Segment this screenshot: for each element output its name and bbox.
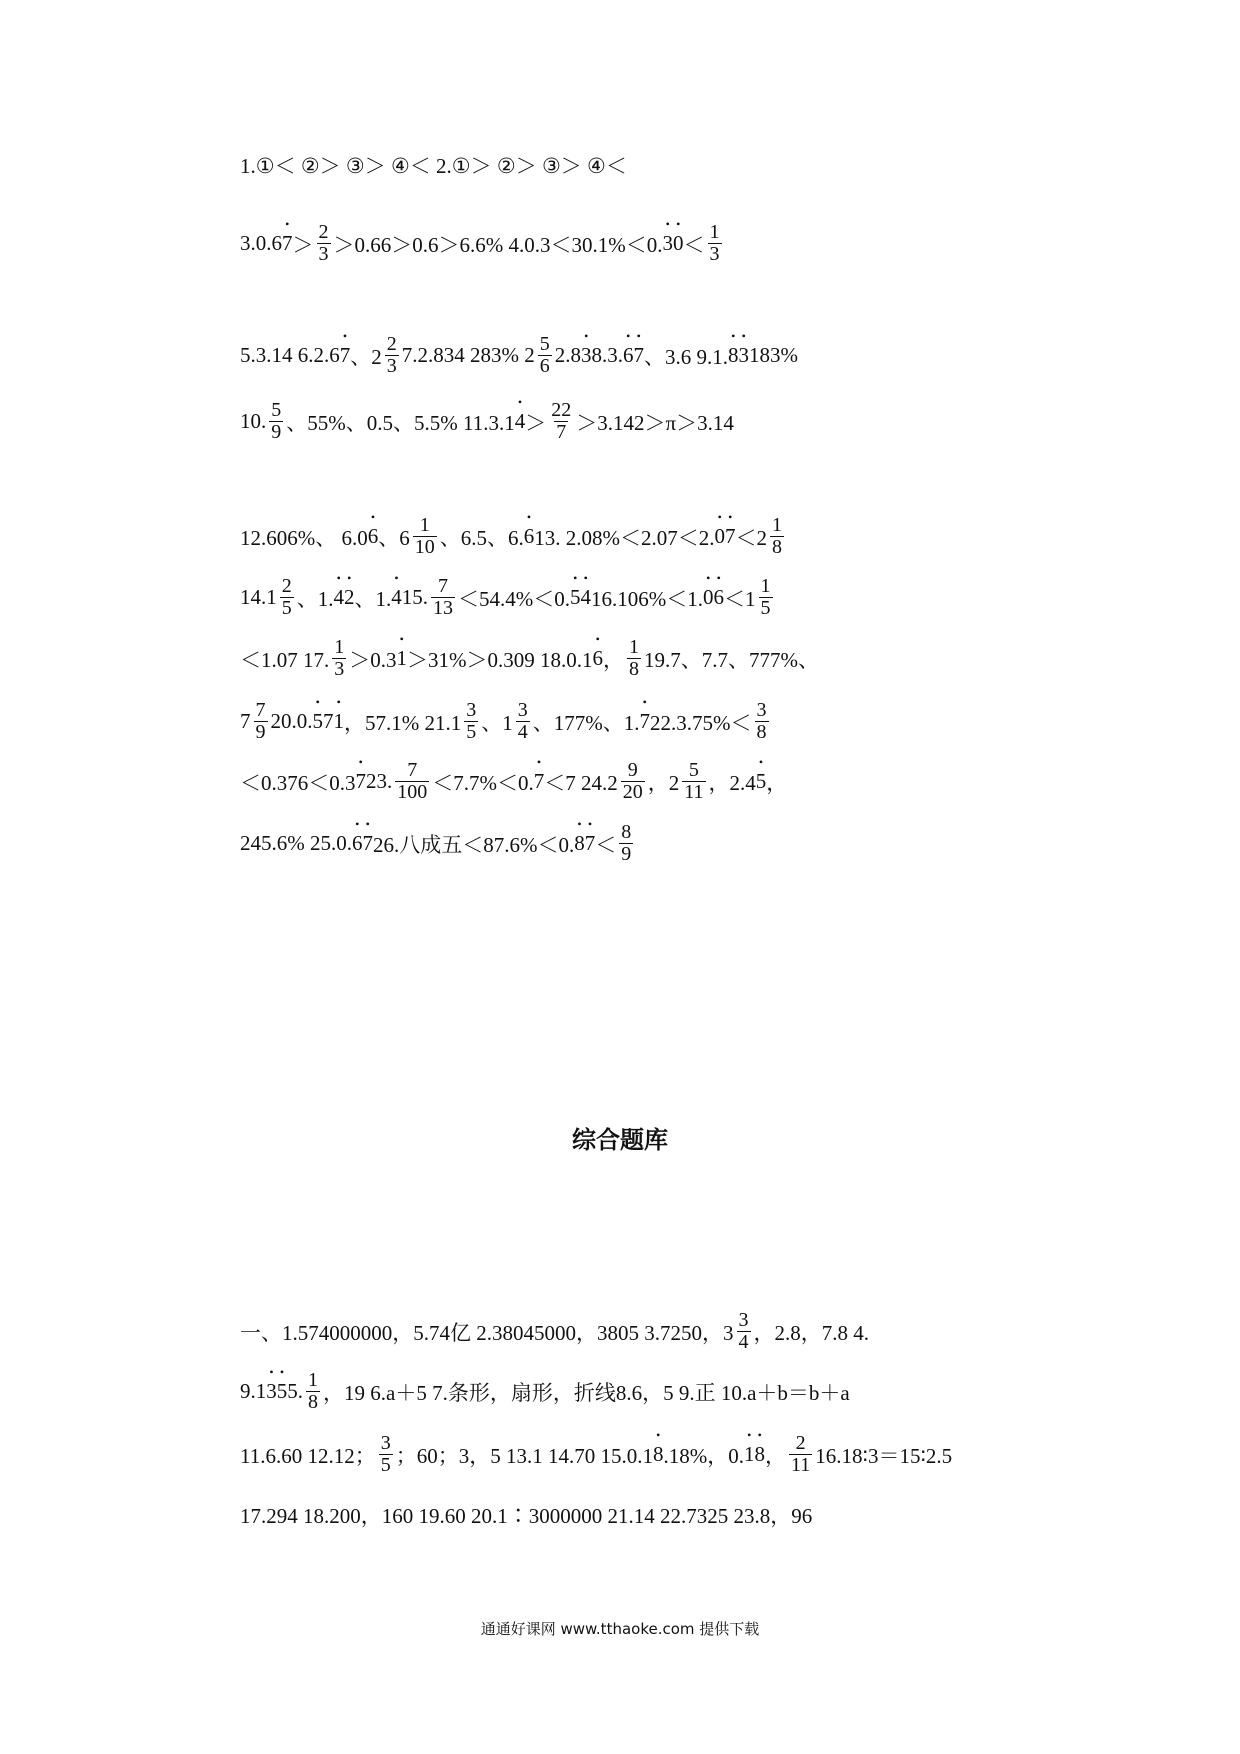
- text-run: 7.2.834 283% 2: [401, 343, 535, 367]
- fraction: [682, 760, 705, 803]
- repeating-digit: • 1: [334, 709, 345, 734]
- text-run: 11.6.60 12.12；: [240, 1443, 376, 1468]
- fraction: [317, 222, 331, 265]
- fraction-numerator: 1: [709, 221, 720, 243]
- fraction-numerator: 3: [517, 699, 528, 721]
- fraction-numerator: 1: [772, 514, 782, 536]
- repeating-digit: • 6: [623, 343, 634, 368]
- text-run: 、6: [378, 525, 410, 550]
- text-run: ，19 6.a＋5 7.条形，扇形，折线8.6，5 9.正 10.a＋b＝b＋a: [323, 1380, 850, 1405]
- repeating-digit: • 3: [266, 1379, 277, 1404]
- fraction: [332, 637, 346, 680]
- repeating-digit: • 4: [581, 585, 592, 610]
- repeating-digit: • 4: [391, 585, 402, 610]
- text-run: 14.1: [240, 585, 277, 609]
- answer-line: [240, 400, 734, 443]
- text-run: 19.7、7.7、777%、: [644, 647, 819, 672]
- section-answer-line: [240, 1310, 869, 1353]
- fraction-numerator: 2: [318, 221, 329, 243]
- fraction-denominator: 3: [318, 243, 329, 265]
- text-run: ＜1: [724, 586, 756, 611]
- fraction: [627, 637, 641, 680]
- section-answer-line: [240, 1433, 952, 1476]
- fraction: [621, 760, 645, 803]
- repeating-digit: • 4: [334, 585, 345, 610]
- text-run: 16.18∶3＝15∶2.5: [815, 1443, 953, 1468]
- fraction: [759, 576, 773, 619]
- text-run: 12.606%、 6.0: [240, 525, 368, 550]
- text-run: 、6.5、6.: [439, 525, 524, 550]
- repeating-digit: • 0: [673, 231, 684, 256]
- repeating-digit: • 8: [574, 831, 585, 856]
- text-run: 15.: [401, 585, 428, 609]
- fraction: [737, 1310, 751, 1353]
- fraction-denominator: 20: [622, 781, 643, 803]
- fraction-denominator: 5: [466, 721, 477, 743]
- text-run: ＜: [683, 232, 705, 257]
- text-run: 10.: [240, 409, 267, 433]
- fraction-numerator: 9: [627, 759, 638, 781]
- text-run: ＞31%＞0.309 18.0.1: [407, 647, 593, 672]
- repeating-digit: • 6: [524, 524, 535, 549]
- text-run: ，2.8，7.8 4.: [753, 1320, 869, 1345]
- repeating-digit: • 5: [277, 1379, 288, 1404]
- repeating-digit: • 5: [756, 769, 767, 794]
- text-run: ，: [603, 647, 624, 672]
- fraction-denominator: 9: [621, 843, 632, 865]
- fraction-numerator: 7: [255, 699, 266, 721]
- answer-line: [240, 222, 725, 265]
- repeating-digit: • 8: [653, 1442, 664, 1467]
- text-run: 245.6% 25.0.: [240, 831, 352, 855]
- text-run: 一、1.574000000，5.74亿 2.38045000，3805 3.7250，3: [240, 1320, 734, 1345]
- text-run: 183%: [749, 343, 798, 367]
- fraction: [431, 576, 455, 619]
- fraction: [516, 700, 530, 743]
- text-run: ，: [764, 1443, 786, 1468]
- text-run: 5.3.14 6.2.6: [240, 343, 340, 367]
- fraction-numerator: 1: [419, 514, 430, 536]
- text-run: ＞0.3: [349, 647, 397, 672]
- section-answer-line: [240, 1500, 812, 1530]
- fraction-denominator: 4: [517, 721, 528, 743]
- repeating-digit: • 3: [581, 343, 592, 368]
- fraction: [379, 1433, 393, 1476]
- text-run: ，2: [647, 770, 680, 795]
- text-run: ，: [766, 770, 788, 795]
- fraction-numerator: 3: [738, 1309, 749, 1331]
- repeating-digit: • 7: [725, 524, 736, 549]
- repeating-digit: • 2: [344, 585, 355, 610]
- text-run: 、1: [481, 710, 513, 735]
- answer-line: [240, 700, 772, 743]
- text-run: ＜0.376＜0.3: [240, 770, 356, 795]
- fraction: [549, 400, 573, 443]
- fraction: [538, 334, 552, 377]
- repeating-digit: • 3: [663, 231, 674, 256]
- fraction: [770, 515, 784, 558]
- fraction-numerator: 2: [386, 333, 397, 355]
- answer-line: [240, 515, 787, 558]
- text-run: 26.八成五＜87.6%＜0.: [373, 832, 575, 857]
- text-run: 、177%、1.: [532, 710, 640, 735]
- text-run: 、1.: [354, 586, 392, 611]
- text-run: 1.①＜ ②＞ ③＞ ④＜ 2.①＞ ②＞ ③＞ ④＜: [240, 154, 627, 178]
- repeating-digit: • 4: [515, 409, 526, 434]
- text-run: ＞: [525, 410, 547, 435]
- text-run: ＜1.07 17.: [240, 647, 330, 672]
- text-run: 、3.6 9.1.: [644, 344, 728, 369]
- fraction-denominator: 5: [760, 597, 771, 619]
- text-run: ，2.4: [708, 770, 756, 795]
- fraction-numerator: 22: [551, 399, 572, 421]
- repeating-digit: • 7: [585, 831, 596, 856]
- answer-line: [240, 822, 636, 865]
- text-run: 17.294 18.200，160 19.60 20.1∶3000000 21.14 22.7325 23.8，96: [240, 1504, 813, 1528]
- fraction: [708, 222, 722, 265]
- section-title: 综合题库: [572, 1126, 668, 1154]
- fraction: [269, 400, 283, 443]
- text-run: ＜54.4%＜0.: [458, 586, 570, 611]
- fraction-numerator: 1: [334, 636, 345, 658]
- fraction-denominator: 8: [756, 721, 767, 743]
- fraction-denominator: 13: [433, 597, 453, 619]
- repeating-digit: • 1: [744, 1442, 755, 1467]
- fraction-numerator: 2: [795, 1432, 806, 1454]
- repeating-digit: • 7: [363, 831, 374, 856]
- repeating-digit: • 7: [534, 769, 545, 794]
- fraction: [280, 576, 294, 619]
- repeating-digit: • 3: [739, 343, 750, 368]
- fraction-denominator: 10: [414, 536, 435, 558]
- text-run: 、2: [350, 344, 382, 369]
- text-run: 22.3.75%＜: [650, 710, 752, 735]
- fraction-numerator: 5: [688, 759, 699, 781]
- text-run: ；60；3，5 13.1 14.70 15.0.1: [395, 1443, 653, 1468]
- fraction-denominator: 8: [772, 536, 782, 558]
- text-run: 5.: [287, 1379, 303, 1403]
- fraction: [413, 515, 437, 558]
- repeating-digit: • 8: [728, 343, 739, 368]
- answer-line: [240, 760, 787, 803]
- answer-line: [240, 576, 776, 619]
- repeating-digit: • 7: [634, 343, 645, 368]
- fraction-denominator: 6: [539, 355, 550, 377]
- fraction: [755, 700, 769, 743]
- fraction-denominator: 8: [308, 1391, 318, 1413]
- repeating-digit: • 6: [714, 585, 725, 610]
- text-run: 2.8: [554, 343, 581, 367]
- fraction-numerator: 3: [380, 1432, 391, 1454]
- fraction-denominator: 100: [397, 781, 428, 803]
- repeating-digit: • 5: [313, 709, 324, 734]
- answer-line: [240, 334, 798, 377]
- text-run: ＜: [595, 832, 617, 857]
- answer-line: [240, 150, 627, 180]
- fraction-denominator: 3: [709, 243, 720, 265]
- fraction: [395, 760, 429, 803]
- fraction-numerator: 8: [621, 821, 632, 843]
- fraction: [619, 822, 633, 865]
- fraction: [385, 334, 399, 377]
- text-run: ，57.1% 21.1: [344, 710, 462, 735]
- section-answer-line: [240, 1370, 850, 1413]
- repeating-digit: • 8: [754, 1442, 765, 1467]
- fraction: [306, 1370, 320, 1413]
- repeating-digit: • 0: [715, 524, 726, 549]
- fraction-numerator: 2: [281, 575, 292, 597]
- fraction-numerator: 3: [466, 699, 477, 721]
- fraction: [464, 700, 478, 743]
- repeating-digit: • 7: [356, 769, 367, 794]
- fraction-denominator: 5: [380, 1454, 391, 1476]
- text-run: ＜7.7%＜0.: [432, 770, 534, 795]
- footer-text: 通通好课网 www.tthaoke.com 提供下载: [480, 1620, 760, 1638]
- fraction-denominator: 11: [790, 1454, 811, 1476]
- fraction-denominator: 3: [334, 658, 345, 680]
- text-run: ＜2: [735, 525, 767, 550]
- fraction-denominator: 5: [281, 597, 292, 619]
- fraction-numerator: 1: [308, 1369, 318, 1391]
- text-run: 9.1: [240, 1379, 267, 1403]
- fraction-numerator: 1: [760, 575, 771, 597]
- text-run: 16.106%＜1.: [591, 586, 703, 611]
- repeating-digit: • 7: [340, 343, 351, 368]
- fraction-numerator: 1: [629, 636, 639, 658]
- repeating-digit: • 1: [397, 646, 408, 671]
- text-run: 8.3.: [591, 343, 623, 367]
- fraction-denominator: 8: [629, 658, 639, 680]
- text-run: 20.0.: [270, 709, 313, 733]
- fraction-denominator: 7: [556, 421, 567, 443]
- text-run: 3.0.6: [240, 231, 282, 255]
- text-run: 7: [323, 709, 334, 733]
- repeating-digit: • 0: [703, 585, 714, 610]
- text-run: ＞3.142＞π＞3.14: [576, 410, 734, 435]
- repeating-digit: • 5: [570, 585, 581, 610]
- text-run: 23.: [366, 769, 393, 793]
- fraction-denominator: 9: [255, 721, 266, 743]
- repeating-digit: • 7: [282, 231, 293, 256]
- fraction-numerator: 7: [438, 575, 448, 597]
- repeating-digit: • 6: [593, 646, 604, 671]
- text-run: 、55%、0.5、5.5% 11.3.1: [286, 410, 515, 435]
- fraction-numerator: 5: [271, 399, 282, 421]
- fraction-numerator: 5: [539, 333, 550, 355]
- repeating-digit: • 6: [352, 831, 363, 856]
- fraction-denominator: 4: [738, 1331, 749, 1353]
- repeating-digit: • 7: [640, 709, 651, 734]
- text-run: ＞0.66＞0.6＞6.6% 4.0.3＜30.1%＜0.: [333, 232, 663, 257]
- fraction: [789, 1433, 812, 1476]
- text-run: 、1.: [296, 586, 334, 611]
- text-run: ＜7 24.2: [544, 770, 618, 795]
- fraction-denominator: 9: [271, 421, 282, 443]
- text-run: ＞: [292, 232, 314, 257]
- text-run: 13. 2.08%＜2.07＜2.: [534, 525, 715, 550]
- answer-line: [240, 637, 819, 680]
- fraction-denominator: 11: [684, 781, 704, 803]
- repeating-digit: • 6: [368, 524, 379, 549]
- text-run: .18%，0.: [663, 1443, 744, 1468]
- text-run: 7: [240, 709, 251, 733]
- fraction-numerator: 3: [756, 699, 767, 721]
- fraction-numerator: 7: [407, 759, 418, 781]
- fraction-denominator: 3: [386, 355, 397, 377]
- fraction: [254, 700, 268, 743]
